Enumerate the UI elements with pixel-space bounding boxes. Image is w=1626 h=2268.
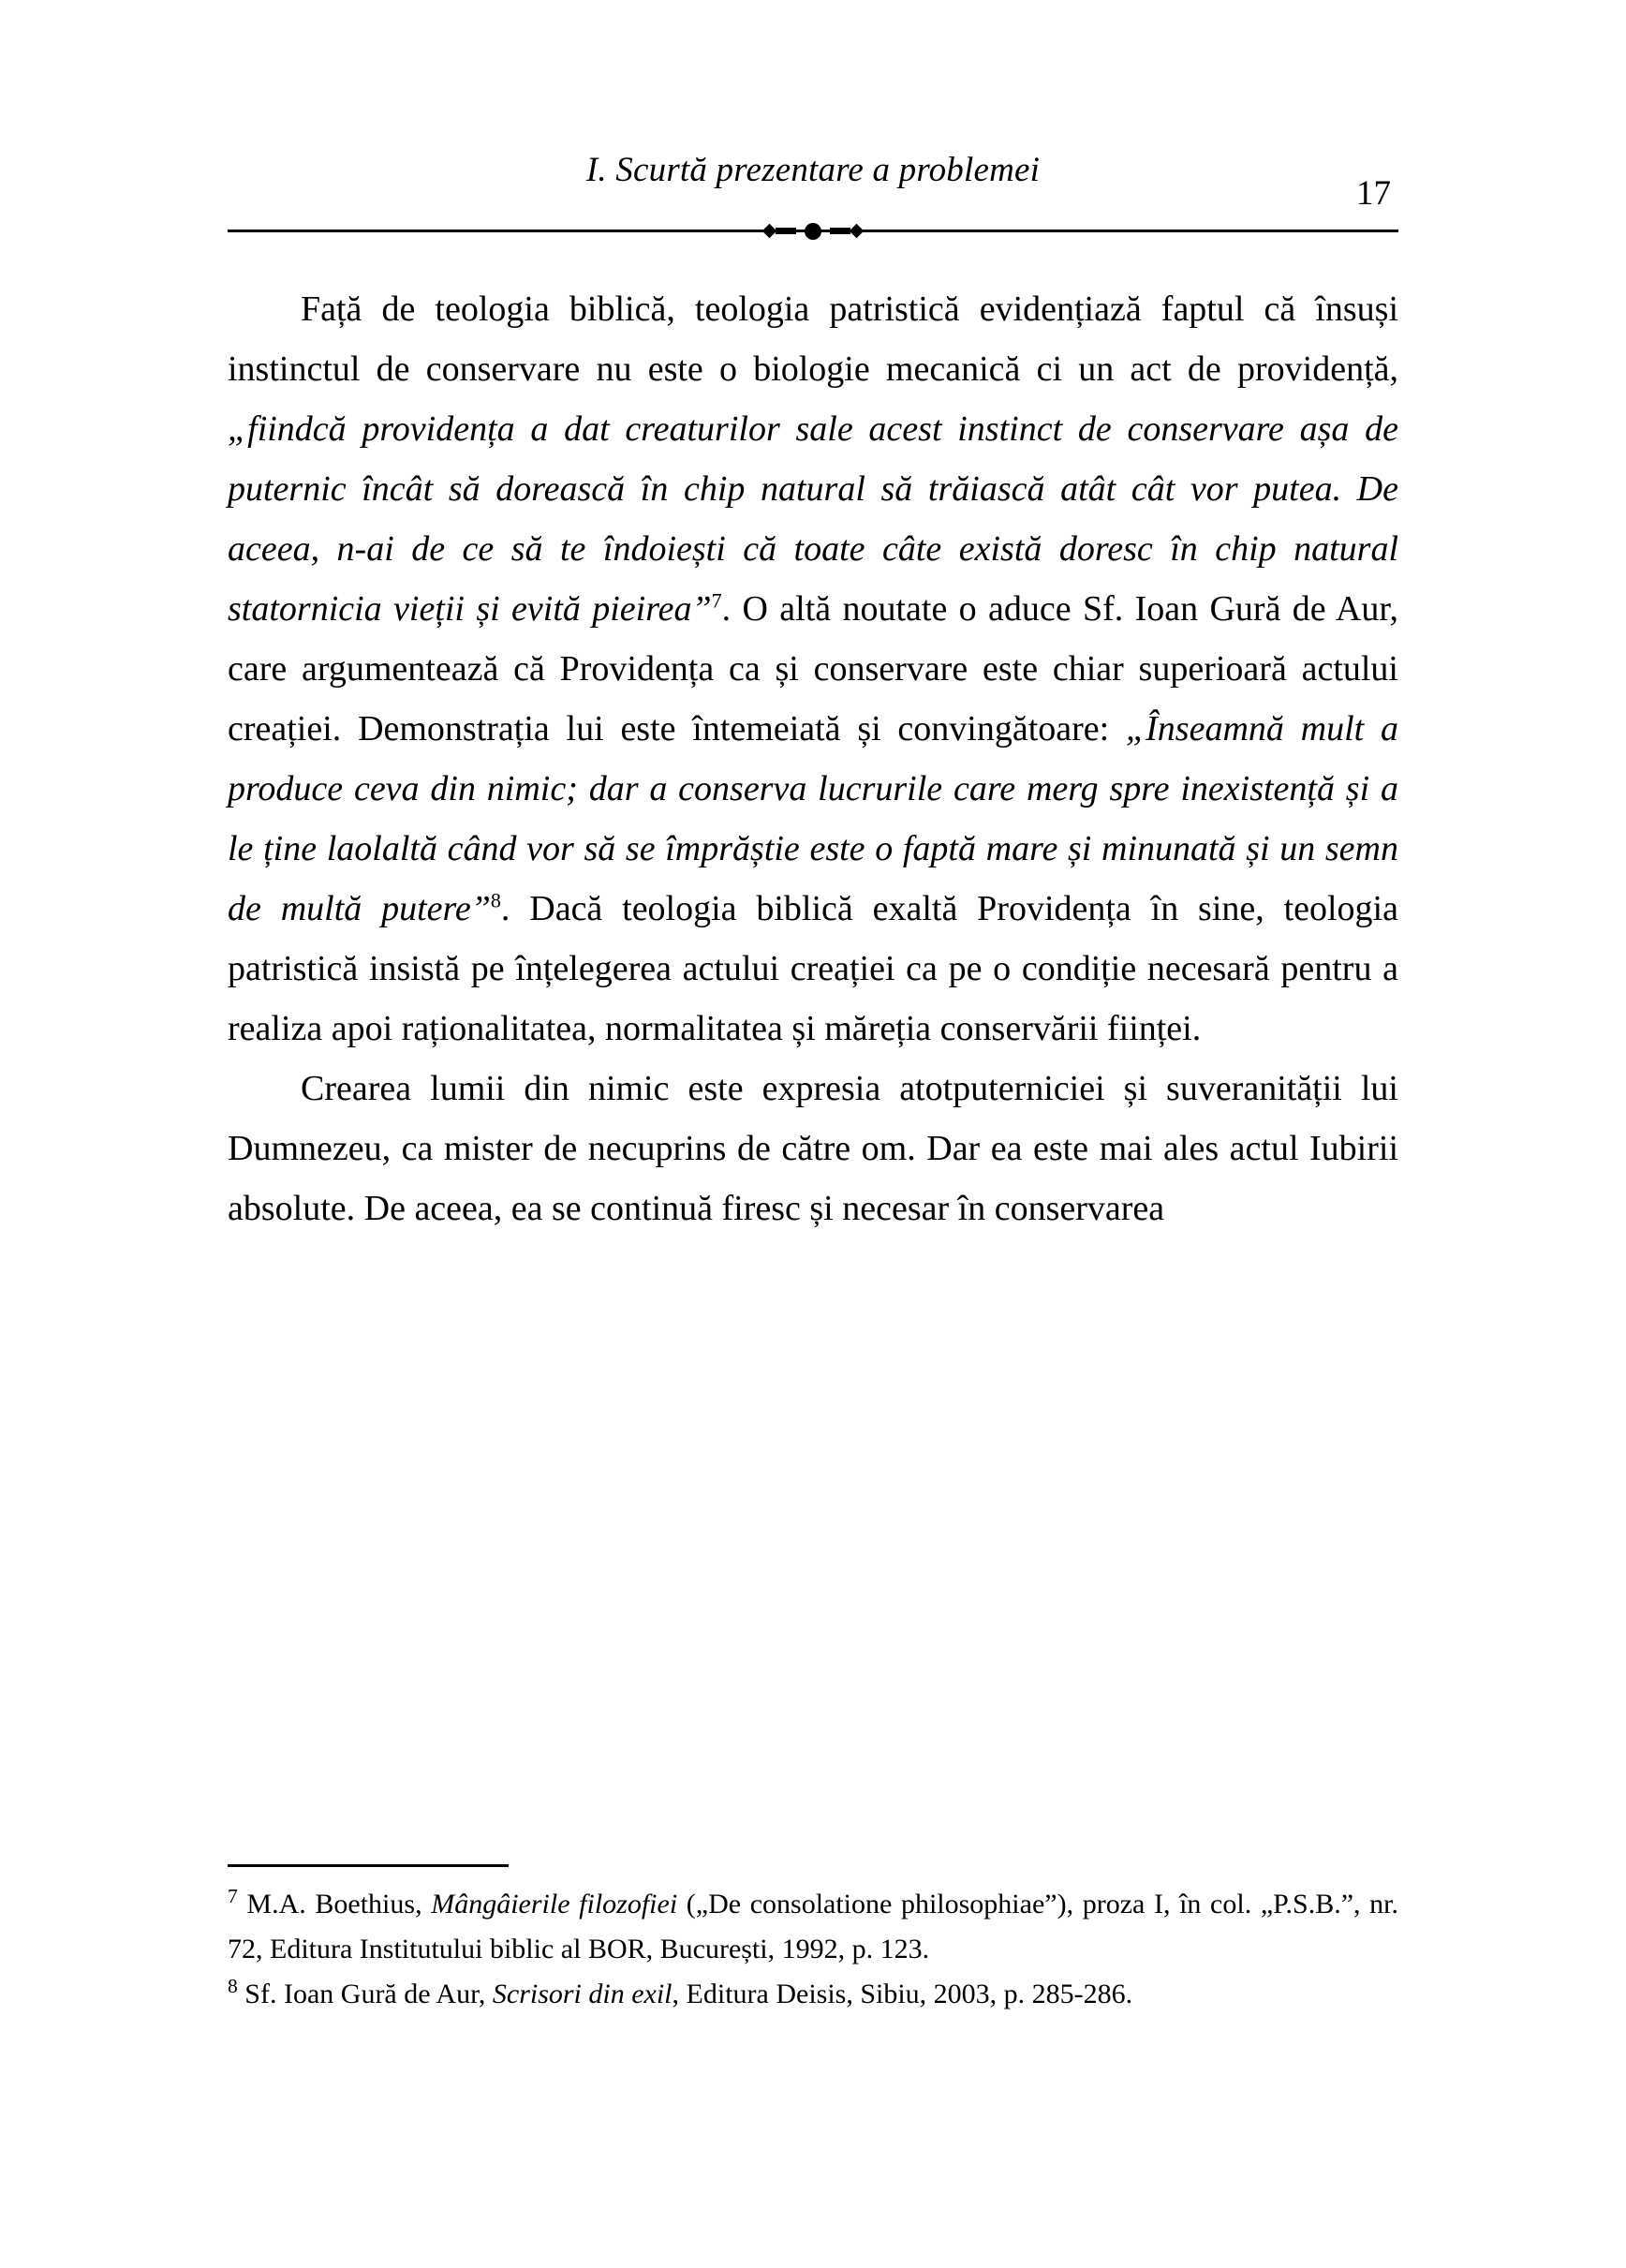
footnote-ref-8: 8 [490, 888, 501, 912]
paragraph-1-part-a: Față de teologia biblică, teologia patristică evidențiază faptul că însuși instinctul de conservare nu este o biologie mecanică ci un act de providență, [228, 289, 1398, 389]
running-head [228, 150, 1398, 215]
paragraph-1-part-c: . Dacă teologia biblică exaltă Providența în sine, teologia patristică insistă pe înțelegerea actului creației ca pe o condiție necesară pentru a realiza apoi raționalitatea, normalitatea și măreția conservării ființei. [228, 889, 1398, 1048]
divider-diamond-left-icon [762, 224, 777, 239]
footnote-ref-7: 7 [711, 588, 722, 613]
paragraph-1-quote-1: „fiindcă providența a dat creaturilor sale acest instinct de conservare așa de puternic încât să dorească în chip natural să trăiască atât cât vor putea. De aceea, n-ai de ce să te îndoiești că toate câte există doresc în chip natural statornicia vieții și evită pieirea” [228, 409, 1398, 629]
footnote-text-a: M.A. Boethius, [237, 1889, 432, 1920]
page-content [228, 150, 1398, 1238]
divider-taper-left [776, 228, 796, 234]
body-text [228, 279, 1398, 1238]
footnote-text-b: („De consolatione philosophiae”), proza I, în col. „P.S.B.”, nr. 72, Editura Institutului biblic al BOR, București, 1992, p. 123. [228, 1889, 1398, 1964]
footnotes-block [228, 1864, 1398, 2017]
footnote-title: Scrisori din exil [492, 1979, 673, 2009]
footnote-number: 7 [228, 1885, 238, 1907]
footnote-item [228, 1882, 1398, 1972]
footnote-number: 8 [228, 1975, 238, 1997]
footnote-item [228, 1972, 1398, 2017]
running-head-title: I. Scurtă prezentare a problemei [585, 151, 1041, 189]
divider-taper-right [830, 228, 850, 234]
paragraph-2: Crearea lumii din nimic este expresia atotputerniciei și suveranității lui Dumnezeu, ca mister de necuprins de către om. Dar ea este mai ales actul Iubirii absolute. De aceea, ea se continuă firesc și necesar în conservarea [228, 1069, 1398, 1228]
ornamental-divider [228, 221, 1398, 245]
paragraph-1 [228, 279, 1398, 1059]
divider-diamond-right-icon [850, 224, 865, 239]
paragraph-1-part-b: . O altă noutate o aduce Sf. Ioan Gură de Aur, care argumentează că Providența ca și conservare este chiar superioară actului creației. Demonstrația lui este întemeiată și convingătoare: [228, 589, 1398, 749]
paragraph-1-quote-2: „Înseamnă mult a produce ceva din nimic; dar a conserva lucrurile care merg spre inexistență și a le ține laolaltă când vor să se împrăștie este o faptă mare și minunată și un semn de multă putere” [228, 709, 1398, 928]
page-number: 17 [1356, 174, 1391, 213]
footnote-text-b: , Editura Deisis, Sibiu, 2003, p. 285-286. [672, 1979, 1133, 2009]
divider-dot-icon [805, 223, 821, 240]
footnote-separator [228, 1864, 509, 1867]
footnote-text-a: Sf. Ioan Gură de Aur, [237, 1979, 493, 2009]
footnote-title: Mângâierile filozofiei [431, 1889, 678, 1920]
